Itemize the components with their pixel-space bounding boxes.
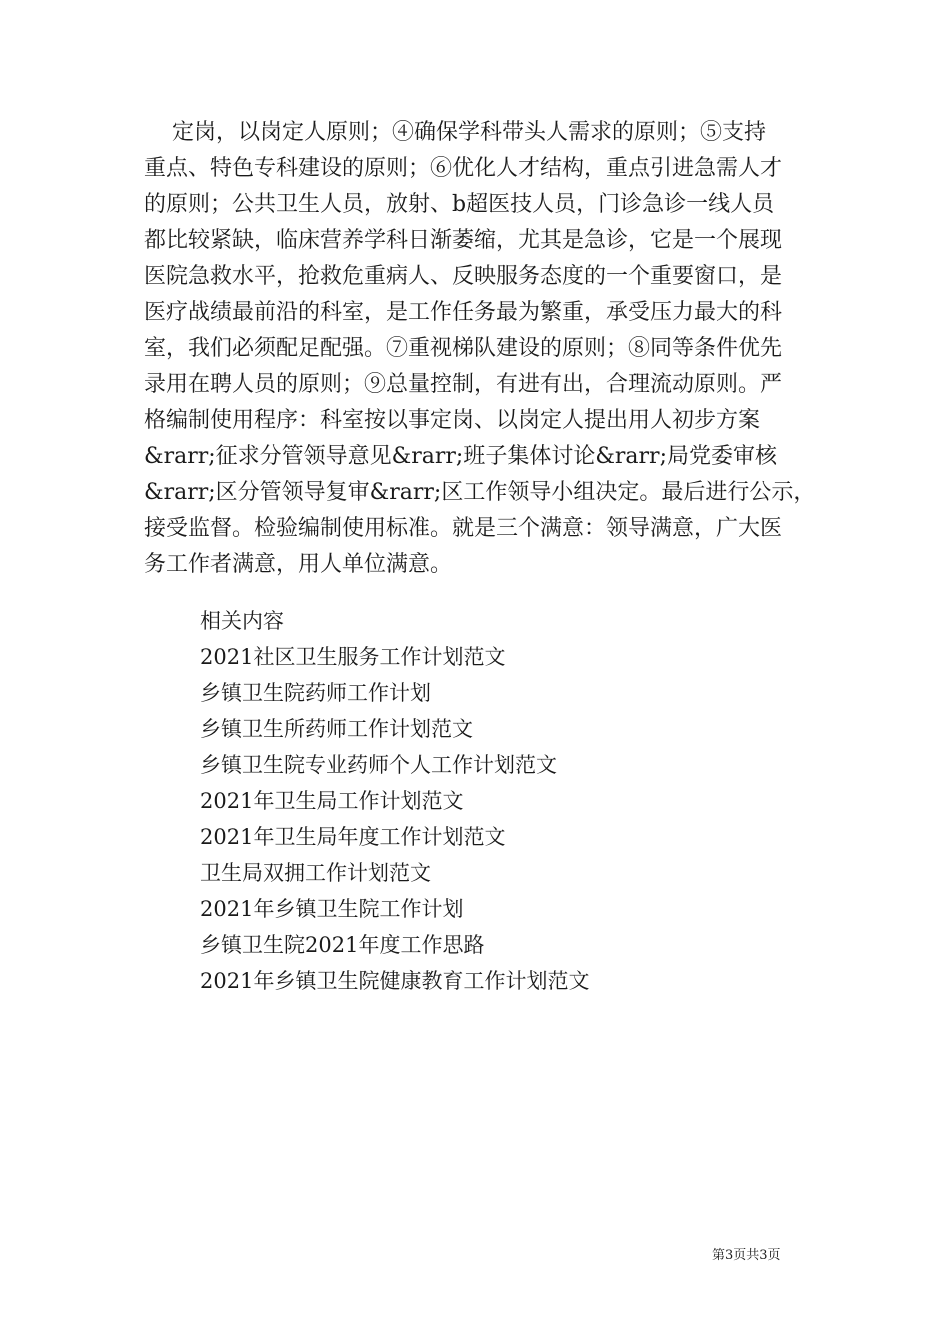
paragraph-line: 的原则；公共卫生人员，放射、b超医技人员，门诊急诊一线人员 <box>144 192 775 217</box>
paragraph-line: &rarr;征求分管领导意见&rarr;班子集体讨论&rarr;局党委审核 <box>144 444 777 469</box>
paragraph-line: 务工作者满意，用人单位满意。 <box>144 552 453 577</box>
body-paragraph <box>144 115 816 583</box>
related-link[interactable]: 2021年卫生局年度工作计划范文 <box>200 825 506 849</box>
paragraph-line: 医院急救水平，抢救危重病人、反映服务态度的一个重要窗口，是 <box>144 264 783 289</box>
related-link[interactable]: 2021年卫生局工作计划范文 <box>200 789 464 813</box>
related-link[interactable]: 2021年乡镇卫生院健康教育工作计划范文 <box>200 969 590 993</box>
paragraph-line: &rarr;区分管领导复审&rarr;区工作领导小组决定。最后进行公示， <box>144 480 816 505</box>
related-link[interactable]: 卫生局双拥工作计划范文 <box>200 861 431 885</box>
page-number-footer: 第3页共3页 <box>712 1248 781 1263</box>
related-link[interactable]: 乡镇卫生院专业药师个人工作计划范文 <box>200 753 557 777</box>
related-link[interactable]: 乡镇卫生院2021年度工作思路 <box>200 933 485 957</box>
paragraph-line: 重点、特色专科建设的原则；⑥优化人才结构，重点引进急需人才 <box>144 156 783 181</box>
paragraph-line: 室，我们必须配足配强。⑦重视梯队建设的原则；⑧同等条件优先 <box>144 336 783 361</box>
related-link[interactable]: 2021社区卫生服务工作计划范文 <box>200 645 506 669</box>
paragraph-line: 都比较紧缺，临床营养学科日渐萎缩，尤其是急诊，它是一个展现 <box>144 228 783 253</box>
paragraph-line: 定岗，以岗定人原则；④确保学科带头人需求的原则；⑤支持 <box>144 120 766 145</box>
related-link[interactable]: 乡镇卫生院药师工作计划 <box>200 681 431 705</box>
paragraph-line: 接受监督。检验编制使用标准。就是三个满意：领导满意，广大医 <box>144 516 783 541</box>
paragraph-line: 格编制使用程序：科室按以事定岗、以岗定人提出用人初步方案 <box>144 408 761 433</box>
paragraph-line: 医疗战绩最前沿的科室，是工作任务最为繁重，承受压力最大的科 <box>144 300 783 325</box>
paragraph-line: 录用在聘人员的原则；⑨总量控制，有进有出，合理流动原则。严 <box>144 372 783 397</box>
related-link[interactable]: 乡镇卫生所药师工作计划范文 <box>200 717 473 741</box>
related-heading: 相关内容 <box>200 609 284 633</box>
related-content-list <box>200 603 800 999</box>
related-link[interactable]: 2021年乡镇卫生院工作计划 <box>200 897 464 921</box>
